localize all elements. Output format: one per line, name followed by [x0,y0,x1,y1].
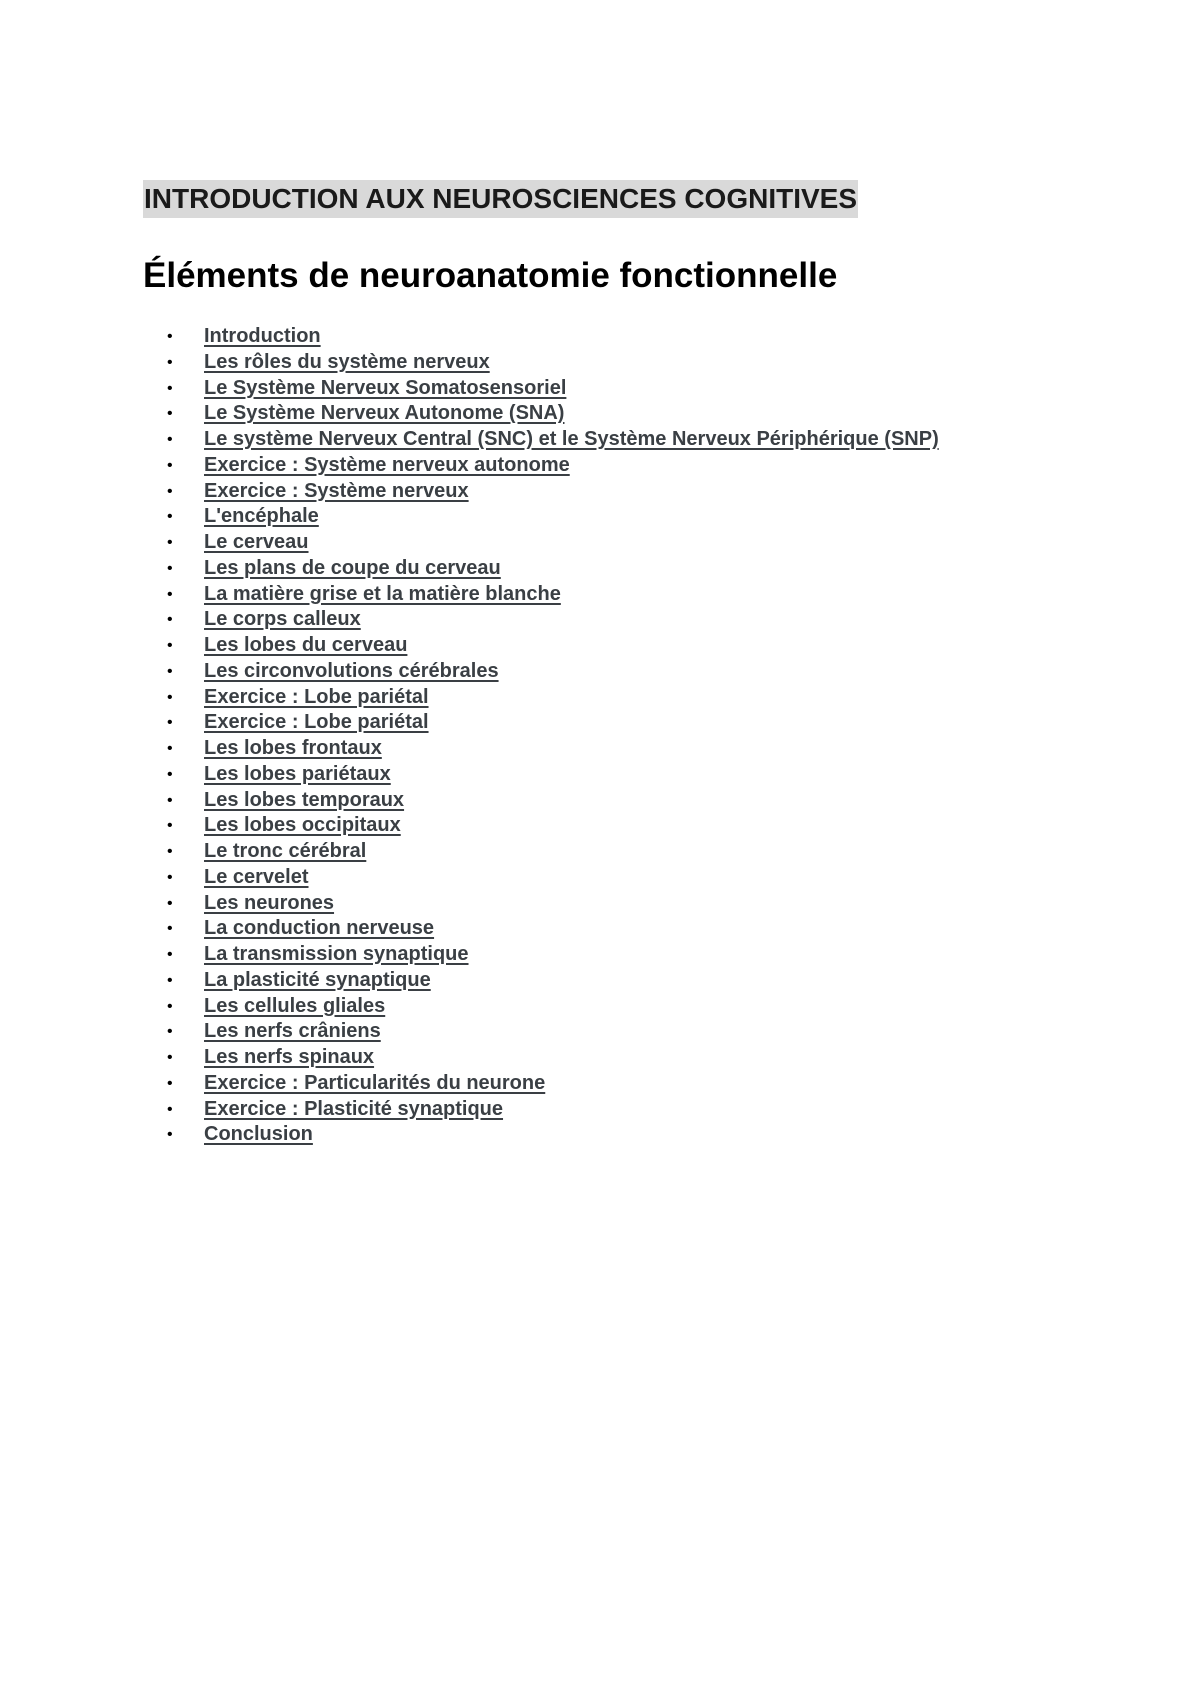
toc-link[interactable]: Exercice : Lobe pariétal [204,685,429,708]
document-page [143,180,1103,1148]
toc-item [143,994,1103,1020]
toc-link[interactable]: Les neurones [204,891,335,914]
toc-link[interactable]: Les plans de coupe du cerveau [204,556,501,579]
toc-item [143,582,1103,608]
toc-item [143,916,1103,942]
bullet-icon: • [167,379,173,397]
toc-item [143,401,1103,427]
bullet-icon: • [167,534,173,551]
toc-item [143,530,1103,556]
toc-link[interactable]: Les lobes pariétaux [204,762,391,785]
bullet-icon: • [167,1023,173,1041]
toc-link[interactable]: Le tronc cérébral [204,840,367,862]
bullet-icon: • [167,946,173,963]
bullet-icon: • [167,353,173,371]
bullet-icon: • [167,894,173,912]
bullet-icon: • [167,688,173,706]
toc-item [143,504,1103,530]
toc-item [143,1071,1103,1097]
toc-item [143,1122,1103,1148]
toc-item [143,762,1103,788]
toc-item [143,376,1103,402]
toc-item [143,1045,1103,1071]
toc-link[interactable]: Les cellules gliales [204,994,386,1017]
bullet-icon: • [167,868,173,886]
bullet-icon: • [167,714,173,732]
bullet-icon: • [167,1049,173,1066]
toc-link[interactable]: Exercice : Plasticité synaptique [204,1097,504,1120]
toc-item [143,942,1103,968]
toc-link[interactable]: Les lobes temporaux [204,788,405,811]
toc-link[interactable]: Exercice : Système nerveux [204,479,469,502]
toc-link[interactable]: Les lobes frontaux [204,737,382,759]
toc-link[interactable]: Les nerfs spinaux [204,1046,375,1068]
table-of-contents [143,324,1103,1148]
bullet-icon: • [167,637,173,654]
toc-link[interactable]: Les lobes occipitaux [204,814,401,837]
toc-link[interactable]: La matière grise et la matière blanche [204,582,561,605]
bullet-icon: • [167,791,173,809]
toc-link[interactable]: Le cerveau [204,531,309,553]
bullet-icon: • [167,431,173,448]
toc-link[interactable]: Le système Nerveux Central (SNC) et le Système Nerveux Périphérique (SNP) [204,428,939,450]
toc-link[interactable]: Les lobes du cerveau [204,634,408,656]
toc-item [143,788,1103,814]
toc-item [143,1019,1103,1045]
toc-link[interactable]: L'encéphale [204,505,319,528]
toc-link[interactable]: La conduction nerveuse [204,917,435,940]
bullet-icon: • [167,456,173,474]
bullet-icon: • [167,508,173,526]
bullet-icon: • [167,1100,173,1118]
toc-item [143,736,1103,762]
toc-link[interactable]: Introduction [204,325,321,347]
bullet-icon: • [167,1074,173,1092]
bullet-icon: • [167,482,173,500]
bullet-icon: • [167,997,173,1015]
toc-item [143,710,1103,736]
bullet-icon: • [167,817,173,835]
bullet-icon: • [167,662,173,680]
toc-link[interactable]: Le Système Nerveux Somatosensoriel [204,376,567,399]
toc-link[interactable]: Les rôles du système nerveux [204,350,490,373]
bullet-icon: • [167,405,173,423]
toc-item [143,839,1103,865]
section-title: Éléments de neuroanatomie fonctionnelle [143,256,838,295]
bullet-icon: • [167,611,173,629]
toc-item [143,633,1103,659]
toc-item [143,479,1103,505]
toc-item [143,659,1103,685]
toc-link[interactable]: Exercice : Lobe pariétal [204,711,429,734]
bullet-icon: • [167,1126,173,1144]
toc-item [143,556,1103,582]
toc-item [143,350,1103,376]
toc-link[interactable]: La plasticité synaptique [204,968,431,991]
toc-item [143,968,1103,994]
toc-link[interactable]: Conclusion [204,1123,313,1146]
bullet-icon: • [167,971,173,989]
toc-link[interactable]: Exercice : Particularités du neurone [204,1071,546,1094]
toc-item [143,1097,1103,1123]
bullet-icon: • [167,585,173,603]
bullet-icon: • [167,740,173,757]
toc-item [143,427,1103,453]
bullet-icon: • [167,559,173,577]
toc-link[interactable]: Exercice : Système nerveux autonome [204,453,570,476]
toc-link[interactable]: Le corps calleux [204,608,361,631]
toc-link[interactable]: Les nerfs crâniens [204,1020,381,1043]
toc-link[interactable]: La transmission synaptique [204,943,469,965]
toc-item [143,891,1103,917]
toc-item [143,813,1103,839]
toc-item [143,453,1103,479]
toc-item [143,685,1103,711]
toc-link[interactable]: Le Système Nerveux Autonome (SNA) [204,402,565,425]
bullet-icon: • [167,328,173,345]
bullet-icon: • [167,920,173,938]
bullet-icon: • [167,765,173,783]
course-title: INTRODUCTION AUX NEUROSCIENCES COGNITIVES [143,180,858,218]
bullet-icon: • [167,843,173,860]
toc-item [143,865,1103,891]
toc-link[interactable]: Le cervelet [204,865,309,888]
toc-item [143,607,1103,633]
toc-item [143,324,1103,350]
toc-link[interactable]: Les circonvolutions cérébrales [204,659,499,682]
